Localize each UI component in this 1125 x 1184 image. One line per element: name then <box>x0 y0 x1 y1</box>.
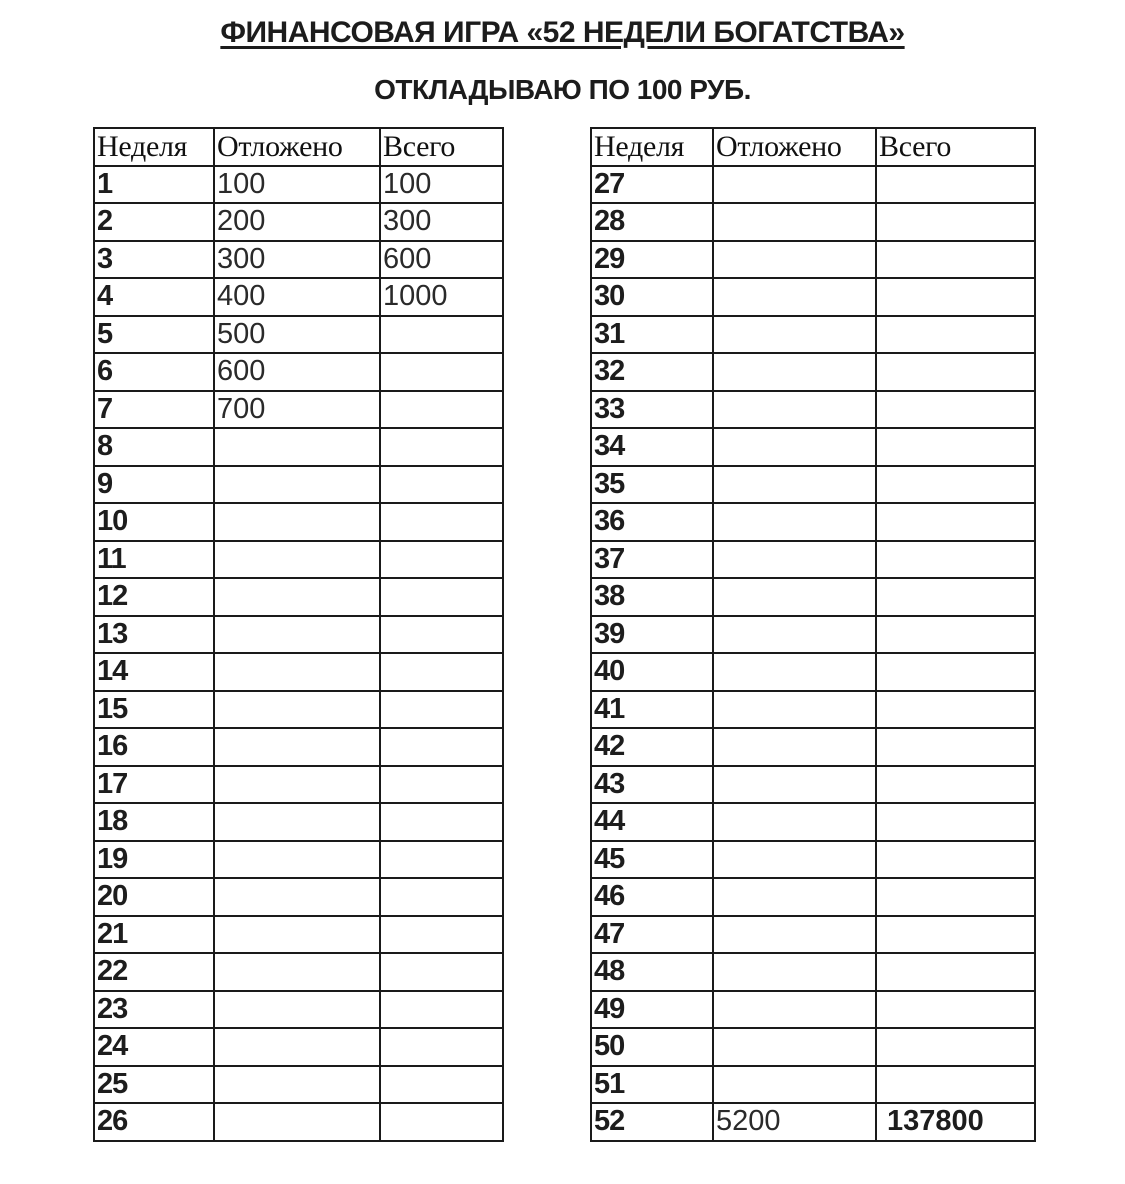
total-cell <box>380 991 503 1029</box>
week-cell: 6 <box>94 353 214 391</box>
table-row <box>591 953 1035 991</box>
week-cell: 25 <box>94 1066 214 1104</box>
saved-cell <box>214 991 380 1029</box>
week-cell: 1 <box>94 166 214 204</box>
table-row <box>591 991 1035 1029</box>
saved-cell <box>713 578 876 616</box>
week-cell: 28 <box>591 203 713 241</box>
saved-cell <box>214 803 380 841</box>
total-cell <box>380 766 503 804</box>
saved-cell <box>214 466 380 504</box>
total-cell <box>876 391 1035 429</box>
saved-cell: 100 <box>214 166 380 204</box>
week-cell: 18 <box>94 803 214 841</box>
table-row <box>94 466 503 504</box>
total-cell <box>876 278 1035 316</box>
total-cell <box>380 1028 503 1066</box>
saved-cell <box>214 841 380 879</box>
header-saved: Отложено <box>713 128 876 166</box>
table-row <box>94 503 503 541</box>
saved-cell <box>214 878 380 916</box>
table-row <box>94 428 503 466</box>
table-row <box>94 991 503 1029</box>
table-row <box>591 653 1035 691</box>
table-row <box>94 691 503 729</box>
week-cell: 8 <box>94 428 214 466</box>
saved-cell <box>713 766 876 804</box>
week-cell: 5 <box>94 316 214 354</box>
saved-cell: 700 <box>214 391 380 429</box>
total-cell <box>876 991 1035 1029</box>
week-cell: 40 <box>591 653 713 691</box>
savings-table-weeks-1-26 <box>93 127 504 1142</box>
total-cell <box>876 241 1035 279</box>
header-week: Неделя <box>591 128 713 166</box>
header-total: Всего <box>380 128 503 166</box>
week-cell: 30 <box>591 278 713 316</box>
total-cell <box>380 878 503 916</box>
saved-cell <box>713 166 876 204</box>
week-cell: 20 <box>94 878 214 916</box>
total-cell <box>876 316 1035 354</box>
saved-cell <box>214 653 380 691</box>
saved-cell <box>214 428 380 466</box>
table-row <box>94 241 503 279</box>
table-row <box>591 203 1035 241</box>
total-cell <box>876 578 1035 616</box>
total-cell <box>876 203 1035 241</box>
saved-cell <box>713 316 876 354</box>
saved-cell <box>214 1028 380 1066</box>
week-cell: 35 <box>591 466 713 504</box>
saved-cell <box>214 953 380 991</box>
week-cell: 2 <box>94 203 214 241</box>
table-row <box>591 691 1035 729</box>
total-cell: 600 <box>380 241 503 279</box>
week-cell: 10 <box>94 503 214 541</box>
total-cell <box>380 803 503 841</box>
saved-cell <box>214 616 380 654</box>
week-cell: 48 <box>591 953 713 991</box>
total-cell <box>380 428 503 466</box>
table-header-row <box>591 128 1035 166</box>
saved-cell <box>713 616 876 654</box>
table-row <box>591 391 1035 429</box>
week-cell: 42 <box>591 728 713 766</box>
table-row <box>591 728 1035 766</box>
week-cell: 52 <box>591 1103 713 1141</box>
table-row <box>94 353 503 391</box>
saved-cell <box>713 466 876 504</box>
saved-cell <box>214 541 380 579</box>
total-cell <box>380 353 503 391</box>
week-cell: 31 <box>591 316 713 354</box>
table-row <box>94 878 503 916</box>
week-cell: 38 <box>591 578 713 616</box>
table-body-right <box>591 166 1035 1141</box>
table-row <box>591 166 1035 204</box>
week-cell: 37 <box>591 541 713 579</box>
total-cell <box>380 503 503 541</box>
saved-cell <box>214 578 380 616</box>
total-cell <box>876 878 1035 916</box>
saved-cell <box>713 541 876 579</box>
week-cell: 23 <box>94 991 214 1029</box>
saved-cell <box>214 1066 380 1104</box>
week-cell: 46 <box>591 878 713 916</box>
table-row <box>591 1028 1035 1066</box>
table-row <box>591 241 1035 279</box>
week-cell: 33 <box>591 391 713 429</box>
total-cell <box>876 541 1035 579</box>
total-cell <box>876 766 1035 804</box>
total-cell <box>876 166 1035 204</box>
saved-cell <box>713 953 876 991</box>
table-row <box>94 1028 503 1066</box>
saved-cell: 300 <box>214 241 380 279</box>
total-cell <box>876 616 1035 654</box>
saved-cell <box>214 691 380 729</box>
total-cell <box>876 428 1035 466</box>
page-subtitle: ОТКЛАДЫВАЮ ПО 100 РУБ. <box>374 74 751 105</box>
table-row <box>94 616 503 654</box>
week-cell: 43 <box>591 766 713 804</box>
total-cell <box>380 953 503 991</box>
saved-cell <box>713 878 876 916</box>
saved-cell <box>713 353 876 391</box>
week-cell: 50 <box>591 1028 713 1066</box>
week-cell: 51 <box>591 1066 713 1104</box>
saved-cell: 500 <box>214 316 380 354</box>
saved-cell <box>713 1066 876 1104</box>
total-cell <box>876 353 1035 391</box>
table-row <box>94 541 503 579</box>
table-row <box>591 578 1035 616</box>
saved-cell <box>214 503 380 541</box>
total-cell <box>876 691 1035 729</box>
saved-cell: 200 <box>214 203 380 241</box>
week-cell: 21 <box>94 916 214 954</box>
total-cell <box>876 503 1035 541</box>
total-cell <box>380 841 503 879</box>
week-cell: 29 <box>591 241 713 279</box>
saved-cell <box>713 391 876 429</box>
table-row <box>94 203 503 241</box>
total-cell <box>876 653 1035 691</box>
total-cell <box>380 466 503 504</box>
saved-cell <box>713 428 876 466</box>
week-cell: 11 <box>94 541 214 579</box>
table-row <box>94 316 503 354</box>
total-cell: 300 <box>380 203 503 241</box>
week-cell: 17 <box>94 766 214 804</box>
table-row <box>94 916 503 954</box>
table-row <box>591 353 1035 391</box>
page-title: ФИНАНСОВАЯ ИГРА «52 НЕДЕЛИ БОГАТСТВА» <box>220 16 905 49</box>
table-row <box>591 803 1035 841</box>
table-row <box>94 953 503 991</box>
saved-cell <box>713 916 876 954</box>
week-cell: 36 <box>591 503 713 541</box>
table-row <box>591 278 1035 316</box>
table-row <box>591 428 1035 466</box>
total-cell <box>876 953 1035 991</box>
table-row <box>591 916 1035 954</box>
table-row <box>94 391 503 429</box>
week-cell: 4 <box>94 278 214 316</box>
saved-cell <box>713 1028 876 1066</box>
week-cell: 34 <box>591 428 713 466</box>
week-cell: 12 <box>94 578 214 616</box>
total-cell: 100 <box>380 166 503 204</box>
total-cell: 137800 <box>876 1103 1035 1141</box>
saved-cell <box>713 203 876 241</box>
saved-cell <box>713 653 876 691</box>
saved-cell <box>713 691 876 729</box>
table-row <box>94 653 503 691</box>
total-cell <box>876 803 1035 841</box>
header-saved: Отложено <box>214 128 380 166</box>
week-cell: 44 <box>591 803 713 841</box>
week-cell: 13 <box>94 616 214 654</box>
saved-cell: 400 <box>214 278 380 316</box>
table-row <box>94 728 503 766</box>
total-cell <box>380 316 503 354</box>
week-cell: 32 <box>591 353 713 391</box>
total-cell <box>380 541 503 579</box>
table-row <box>94 841 503 879</box>
table-row <box>591 766 1035 804</box>
saved-cell: 5200 <box>713 1103 876 1141</box>
total-cell: 1000 <box>380 278 503 316</box>
saved-cell <box>214 766 380 804</box>
total-cell <box>380 653 503 691</box>
saved-cell <box>713 841 876 879</box>
week-cell: 16 <box>94 728 214 766</box>
total-cell <box>380 578 503 616</box>
total-cell <box>380 1103 503 1141</box>
header-week: Неделя <box>94 128 214 166</box>
total-cell <box>876 916 1035 954</box>
week-cell: 27 <box>591 166 713 204</box>
total-cell <box>380 691 503 729</box>
saved-cell <box>713 803 876 841</box>
table-row <box>591 878 1035 916</box>
week-cell: 39 <box>591 616 713 654</box>
week-cell: 47 <box>591 916 713 954</box>
saved-cell <box>713 991 876 1029</box>
week-cell: 7 <box>94 391 214 429</box>
week-cell: 9 <box>94 466 214 504</box>
table-row <box>94 1103 503 1141</box>
table-row <box>591 616 1035 654</box>
table-row <box>94 803 503 841</box>
total-cell <box>380 916 503 954</box>
total-cell <box>876 728 1035 766</box>
savings-table-weeks-27-52 <box>590 127 1036 1142</box>
table-row <box>591 1066 1035 1104</box>
table-row <box>591 841 1035 879</box>
table-row <box>94 278 503 316</box>
total-cell <box>876 466 1035 504</box>
saved-cell <box>214 916 380 954</box>
table-row <box>94 578 503 616</box>
table-row <box>591 503 1035 541</box>
header-total: Всего <box>876 128 1035 166</box>
saved-cell <box>713 503 876 541</box>
week-cell: 22 <box>94 953 214 991</box>
total-cell <box>380 616 503 654</box>
table-row <box>94 166 503 204</box>
week-cell: 19 <box>94 841 214 879</box>
table-row <box>591 541 1035 579</box>
table-row <box>94 766 503 804</box>
week-cell: 24 <box>94 1028 214 1066</box>
total-cell <box>876 1066 1035 1104</box>
total-cell <box>380 391 503 429</box>
saved-cell: 600 <box>214 353 380 391</box>
table-row <box>591 466 1035 504</box>
week-cell: 41 <box>591 691 713 729</box>
total-cell <box>876 841 1035 879</box>
table-row <box>94 1066 503 1104</box>
week-cell: 3 <box>94 241 214 279</box>
week-cell: 14 <box>94 653 214 691</box>
saved-cell <box>214 1103 380 1141</box>
table-row <box>591 316 1035 354</box>
week-cell: 45 <box>591 841 713 879</box>
saved-cell <box>713 728 876 766</box>
saved-cell <box>713 278 876 316</box>
week-cell: 15 <box>94 691 214 729</box>
table-body-left <box>94 166 503 1141</box>
saved-cell <box>713 241 876 279</box>
total-cell <box>380 1066 503 1104</box>
table-header-row <box>94 128 503 166</box>
week-cell: 26 <box>94 1103 214 1141</box>
total-cell <box>876 1028 1035 1066</box>
table-row <box>591 1103 1035 1141</box>
saved-cell <box>214 728 380 766</box>
total-cell <box>380 728 503 766</box>
week-cell: 49 <box>591 991 713 1029</box>
